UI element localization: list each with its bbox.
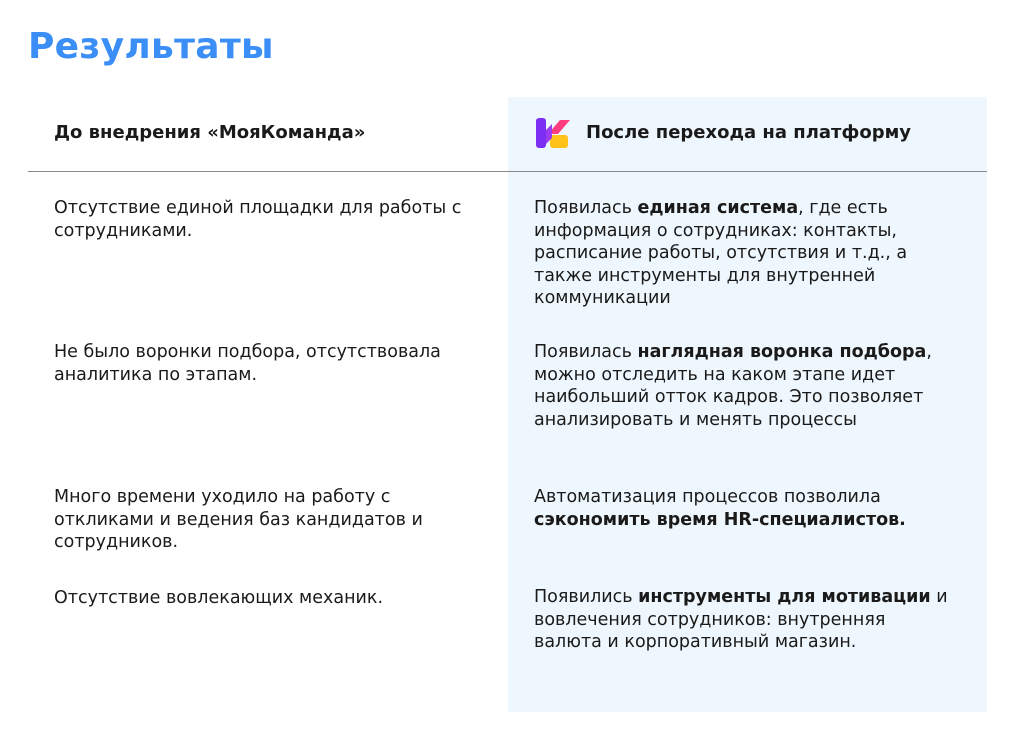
row-4-after-text: Появились — [534, 587, 639, 607]
row-3-after — [534, 486, 954, 531]
row-3-before: Много времени уходило на работу с откликами и ведения баз кандидатов и сотрудников. — [54, 487, 423, 552]
row-1-before: Отсутствие единой площадки для работы с сотрудниками. — [54, 198, 462, 241]
row-2-after-text: Появилась — [534, 342, 638, 362]
row-4-before: Отсутствие вовлекающих механик. — [54, 588, 384, 608]
row-3-after-bold: сэкономить время HR-специалистов. — [534, 509, 906, 530]
row-2-after-text-end: , можно отследить на каком этапе идет наибольший отток кадров. Это позволяет анализировать и менять процессы — [534, 342, 932, 430]
row-4-after-text-end: и вовлечения сотрудников: внутренняя валюта и корпоративный магазин. — [534, 587, 948, 652]
row-1-after-text: Появилась — [534, 198, 638, 218]
row-2-after — [534, 341, 954, 431]
row-3-after-text: Автоматизация процессов позволила — [534, 487, 881, 507]
row-2-before: Не было воронки подбора, отсутствовала аналитика по этапам. — [54, 342, 441, 385]
row-2-after-bold: наглядная воронка подбора — [637, 342, 927, 362]
row-1-after-bold: единая система — [637, 198, 799, 218]
row-4-after — [534, 586, 954, 654]
row-4-after-bold: инструменты для мотивации — [638, 587, 931, 607]
row-1-after — [534, 197, 954, 310]
after-column-header: После перехода на платформу — [586, 122, 912, 143]
header-divider — [28, 171, 987, 172]
page-title: Результаты — [28, 26, 274, 67]
moyakomanda-logo-icon — [536, 118, 572, 148]
row-1-after-text-end: , где есть информация о сотрудниках: контакты, расписание работы, отсутствия и т.д., а также инструменты для внутренней коммуникации — [534, 198, 908, 308]
before-column-header: До внедрения «МояКоманда» — [54, 122, 366, 143]
